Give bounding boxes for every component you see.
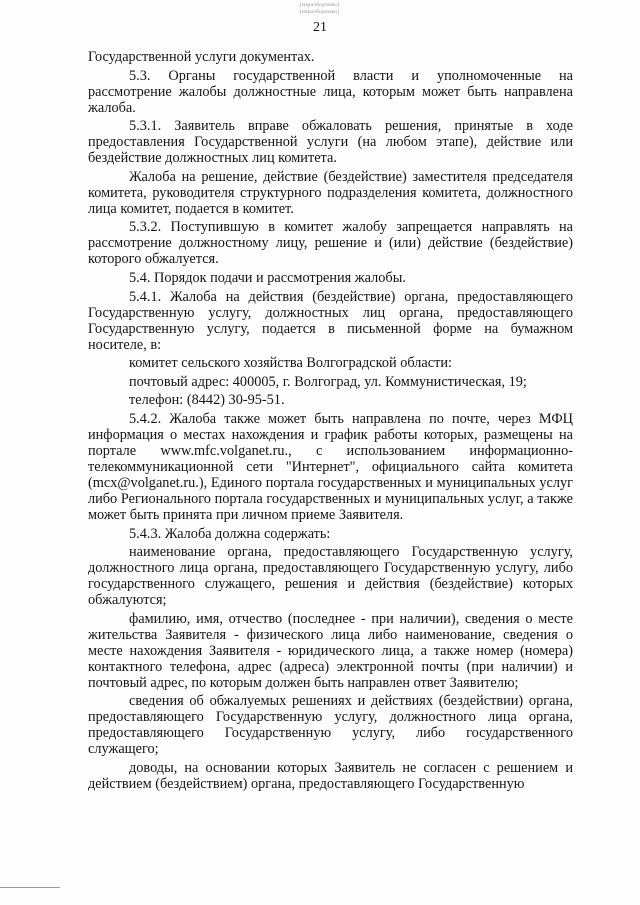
header-stamp [300,2,339,16]
paragraph-item-applicant-info: фамилию, имя, отчество (последнее - при наличии), сведения о месте жительства Заявителя - физического лица либо наименование, сведения о месте нахождения Заявителя - юридического лица, а также номер (номера) контактного телефона, адрес (адреса) электронной почты (при наличии) и почтовый адрес, по которым должен быть направлен ответ Заявителю; [88,610,573,691]
stamp-line-1: [неразборчиво] [300,3,340,8]
paragraph-5-3-1: 5.3.1. Заявитель вправе обжаловать решения, принятые в ходе предоставления Государственной услуги (на любом этапе), действие или бездействие должностных лиц комитета. [88,118,573,167]
stamp-line-2: [неразборчиво] [300,10,340,15]
paragraph-continuation: Государственной услуги документах. [88,49,315,65]
paragraph-5-3-2: 5.3.2. Поступившую в комитет жалобу запрещается направлять на рассмотрение должностному лицу, решение и (или) действие (бездействие) которого обжалуется. [88,219,573,268]
address-committee: комитет сельского хозяйства Волгоградской области: [129,355,452,372]
address-phone: телефон: (8442) 30-95-51. [129,392,285,409]
bottom-divider [0,887,60,888]
document-body [88,49,573,792]
paragraph-item-appealed-decisions: сведения об обжалуемых решениях и действиях (бездействии) органа, предоставляющего Государственную услугу, должностного лица органа, предоставляющего Государственную услугу, либо государственного служащего; [88,693,573,758]
paragraph-item-organ-name: наименование органа, предоставляющего Государственную услугу, должностного лица органа, предоставляющего Государственную услугу, либо государственного служащего, решения и действия (бездействие) которых обжалуются; [88,544,573,609]
paragraph-5-4-3: 5.4.3. Жалоба должна содержать: [129,525,331,542]
paragraph-complaint-deputy: Жалоба на решение, действие (бездействие) заместителя председателя комитета, руководителя структурного подразделения комитета, должностного лица комитет, подается в комитет. [88,168,573,217]
paragraph-5-3: 5.3. Органы государственной власти и уполномоченные на рассмотрение жалобы должностные лица, которым может быть направлена жалоба. [88,67,573,116]
paragraph-item-arguments: доводы, на основании которых Заявитель не согласен с решением и действием (бездействием) органа, предоставляющего Государственную [88,759,573,792]
page-number: 21 [313,20,327,35]
paragraph-5-4-2: 5.4.2. Жалоба также может быть направлена по почте, через МФЦ информация о местах нахождения и график работы которых, размещены на портале www.mfc.volganet.ru., с использованием информационно-телекоммуникационной сети "Интернет", официального сайта комитета (mcx@volganet.ru.), Единого портала государственных и муниципальных услуг либо Регионального портала государственных и муниципальных услуг, а также может быть принята при личном приеме Заявителя. [88,410,573,523]
paragraph-5-4: 5.4. Порядок подачи и рассмотрения жалобы. [129,269,406,286]
paragraph-5-4-1: 5.4.1. Жалоба на действия (бездействие) органа, предоставляющего Государственную услугу, должностных лиц органа, предоставляющего Государственную услугу, подается в письменной форме на бумажном носителе, в: [88,288,573,353]
address-postal: почтовый адрес: 400005, г. Волгоград, ул. Коммунистическая, 19; [129,373,527,390]
